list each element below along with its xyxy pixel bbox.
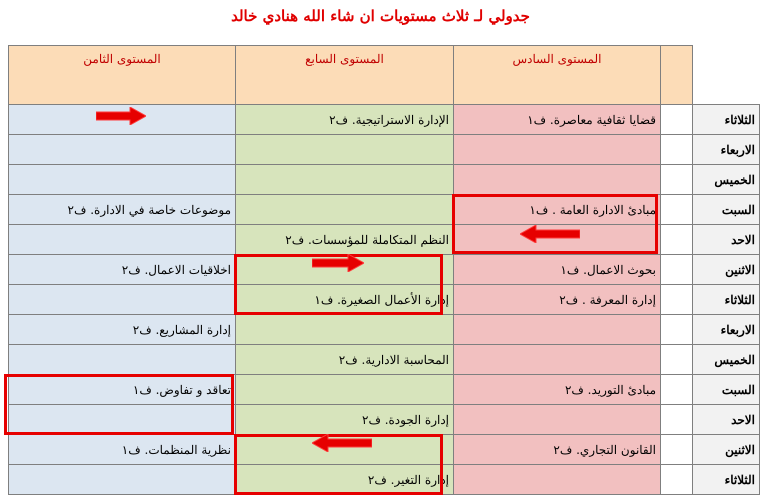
header-level6: المستوى السادس: [454, 46, 661, 105]
cell-spacer: [661, 405, 693, 435]
highlight-box-level6-sat-sun: [452, 194, 658, 254]
cell-level8: [9, 225, 236, 255]
cell-spacer: [661, 135, 693, 165]
cell-level7: الإدارة الاستراتيجية. ف٢: [236, 105, 454, 135]
cell-day: الاربعاء: [693, 315, 760, 345]
cell-level6: [454, 165, 661, 195]
cell-day: الاثنين: [693, 255, 760, 285]
header-spacer: [661, 46, 693, 105]
cell-level8: [9, 345, 236, 375]
cell-level6: [454, 465, 661, 495]
cell-day: الخميس: [693, 165, 760, 195]
cell-level7: النظم المتكاملة للمؤسسات. ف٢: [236, 225, 454, 255]
cell-level6: مبادئ الادارة العامة . ف١: [454, 195, 661, 225]
cell-level6: [454, 345, 661, 375]
cell-level8: اخلاقيات الاعمال. ف٢: [9, 255, 236, 285]
cell-day: الخميس: [693, 345, 760, 375]
cell-level7: [236, 165, 454, 195]
cell-day: الاربعاء: [693, 135, 760, 165]
cell-level7: [236, 375, 454, 405]
cell-spacer: [661, 285, 693, 315]
arrow-left-icon-2: [312, 434, 372, 452]
cell-level7: [236, 135, 454, 165]
cell-level7: إدارة الأعمال الصغيرة. ف١: [236, 285, 454, 315]
cell-spacer: [661, 465, 693, 495]
cell-level6: [454, 315, 661, 345]
cell-level6: إدارة المعرفة . ف٢: [454, 285, 661, 315]
cell-level8: [9, 135, 236, 165]
cell-spacer: [661, 345, 693, 375]
cell-level6: [454, 405, 661, 435]
cell-spacer: [661, 315, 693, 345]
cell-day: الثلاثاء: [693, 465, 760, 495]
arrow-right-icon-2: [312, 254, 364, 272]
cell-level8: موضوعات خاصة في الادارة. ف٢: [9, 195, 236, 225]
cell-level8: [9, 285, 236, 315]
cell-level6: [454, 135, 661, 165]
cell-level8: [9, 165, 236, 195]
highlight-box-level8-sat-sun: [4, 374, 234, 435]
cell-level7: [236, 195, 454, 225]
cell-level8: إدارة المشاريع. ف٢: [9, 315, 236, 345]
cell-spacer: [661, 165, 693, 195]
cell-level7: المحاسبة الادارية. ف٢: [236, 345, 454, 375]
cell-spacer: [661, 225, 693, 255]
table-row: [9, 165, 760, 195]
cell-day: الاحد: [693, 405, 760, 435]
cell-level8: نظرية المنظمات. ف١: [9, 435, 236, 465]
cell-day: السبت: [693, 375, 760, 405]
cell-spacer: [661, 255, 693, 285]
cell-day: الثلاثاء: [693, 105, 760, 135]
cell-spacer: [661, 105, 693, 135]
cell-day: السبت: [693, 195, 760, 225]
header-day-blank: [693, 46, 760, 105]
cell-spacer: [661, 435, 693, 465]
cell-level8: [9, 465, 236, 495]
cell-level8: تعاقد و تفاوض. ف١: [9, 375, 236, 405]
cell-spacer: [661, 195, 693, 225]
cell-level6: بحوث الاعمال. ف١: [454, 255, 661, 285]
table-row: [9, 345, 760, 375]
header-row: [9, 46, 760, 105]
cell-day: الاثنين: [693, 435, 760, 465]
cell-level7: [236, 315, 454, 345]
cell-level7: إدارة الجودة. ف٢: [236, 405, 454, 435]
header-level7: المستوى السابع: [236, 46, 454, 105]
cell-level6: القانون التجاري. ف٢: [454, 435, 661, 465]
cell-level7: إدارة التغير. ف٢: [236, 465, 454, 495]
cell-day: الثلاثاء: [693, 285, 760, 315]
header-level8: المستوى الثامن: [9, 46, 236, 105]
arrow-right-icon: [96, 107, 146, 125]
cell-spacer: [661, 375, 693, 405]
table-row: [9, 315, 760, 345]
page-title: جدولي لـ ثلاث مستويات ان شاء الله هنادي خالد: [231, 7, 530, 25]
table-row: [9, 135, 760, 165]
cell-level6: قضايا ثقافية معاصرة. ف١: [454, 105, 661, 135]
cell-level6: مبادئ التوريد. ف٢: [454, 375, 661, 405]
arrow-left-icon: [520, 225, 580, 243]
cell-day: الاحد: [693, 225, 760, 255]
